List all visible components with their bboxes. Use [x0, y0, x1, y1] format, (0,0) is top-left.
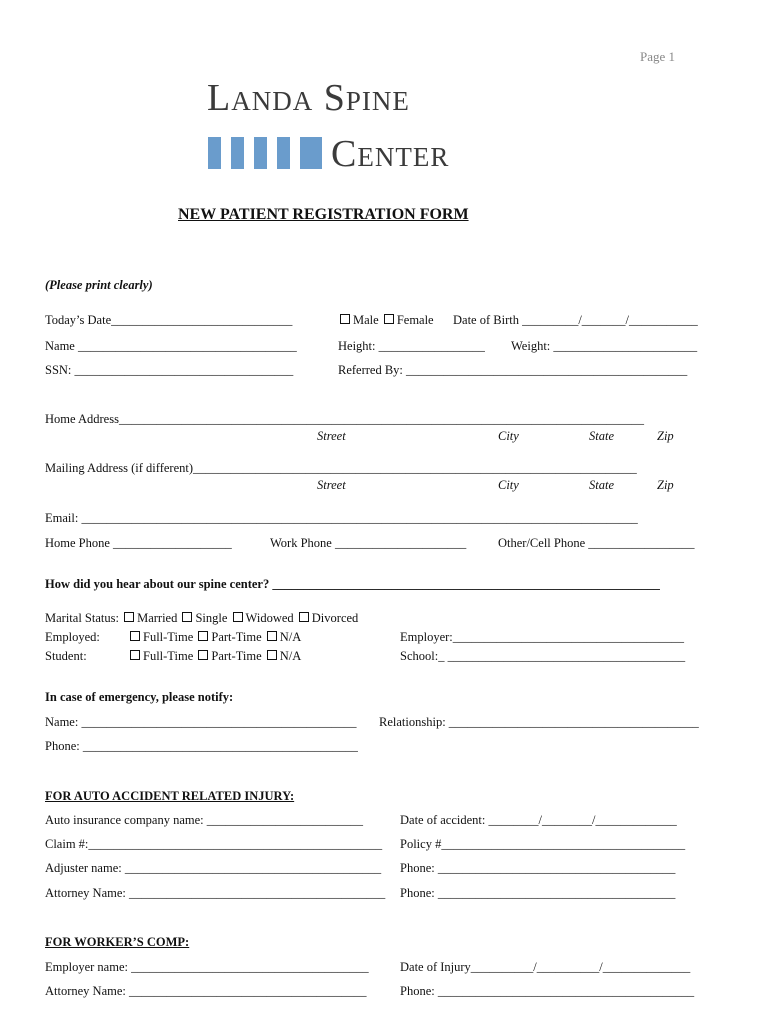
student-na-checkbox[interactable]: [267, 650, 277, 660]
female-label: Female: [396, 313, 434, 327]
employed-label: Employed:: [45, 630, 100, 644]
logo-text-line2: Center: [331, 133, 450, 175]
male-label: Male: [353, 313, 379, 327]
ssn-field[interactable]: SSN: ___________________________________: [45, 363, 294, 377]
widowed-checkbox[interactable]: [233, 612, 243, 622]
instruction: (Please print clearly): [45, 278, 153, 292]
student-options: [128, 649, 301, 664]
date-of-accident-field[interactable]: Date of accident: ________/________/_____________: [400, 813, 677, 827]
zip-label: Zip: [657, 429, 674, 443]
state-label: State: [589, 429, 614, 443]
fulltime-label: Full-Time: [143, 649, 194, 663]
workers-attorney-name-field[interactable]: Attorney Name: ______________________________________: [45, 984, 367, 998]
todays-date-field[interactable]: Today’s Date_____________________________: [45, 313, 293, 327]
emergency-name-field[interactable]: Name: ____________________________________________: [45, 715, 357, 729]
emergency-relationship-field[interactable]: Relationship: ________________________________________: [379, 715, 699, 729]
auto-attorney-name-field[interactable]: Attorney Name: _________________________________________: [45, 886, 386, 900]
dob-field[interactable]: Date of Birth _________/_______/___________: [453, 313, 698, 327]
single-checkbox[interactable]: [182, 612, 192, 622]
gender-group: [338, 313, 434, 328]
student-fulltime-checkbox[interactable]: [130, 650, 140, 660]
employed-na-checkbox[interactable]: [267, 631, 277, 641]
na-label: N/A: [279, 630, 302, 644]
emergency-heading: In case of emergency, please notify:: [45, 690, 234, 704]
mailing-address-field[interactable]: Mailing Address (if different)_______________________________________________________________________: [45, 461, 637, 475]
divorced-label: Divorced: [311, 611, 359, 625]
city-label: City: [498, 478, 519, 492]
height-field[interactable]: Height: _________________: [338, 339, 485, 353]
adjuster-name-field[interactable]: Adjuster name: _________________________________________: [45, 861, 382, 875]
employed-parttime-checkbox[interactable]: [198, 631, 208, 641]
workers-attorney-phone-field[interactable]: Phone: _________________________________________: [400, 984, 695, 998]
city-label: City: [498, 429, 519, 443]
married-checkbox[interactable]: [124, 612, 134, 622]
street-label: Street: [317, 478, 346, 492]
auto-attorney-phone-field[interactable]: Phone: ______________________________________: [400, 886, 676, 900]
school-field[interactable]: School:_ ______________________________________: [400, 649, 686, 663]
logo-bar: [231, 137, 244, 169]
auto-insurance-field[interactable]: Auto insurance company name: _________________________: [45, 813, 364, 827]
logo-bar: [277, 137, 290, 169]
home-address-field[interactable]: Home Address____________________________________________________________________________________: [45, 412, 644, 426]
married-label: Married: [137, 611, 178, 625]
auto-heading: FOR AUTO ACCIDENT RELATED INJURY:: [45, 789, 295, 803]
logo-text-line1: Landa Spine: [207, 77, 410, 119]
cell-phone-field[interactable]: Other/Cell Phone _________________: [498, 536, 695, 550]
name-field[interactable]: Name ___________________________________: [45, 339, 297, 353]
date-of-injury-field[interactable]: Date of Injury__________/__________/______________: [400, 960, 691, 974]
street-label: Street: [317, 429, 346, 443]
employed-options: [128, 630, 301, 645]
student-label: Student:: [45, 649, 87, 663]
logo-bar: [208, 137, 221, 169]
male-checkbox[interactable]: [340, 314, 350, 324]
parttime-label: Part-Time: [211, 649, 262, 663]
zip-label: Zip: [657, 478, 674, 492]
employer-field[interactable]: Employer:_____________________________________: [400, 630, 685, 644]
marital-label: Marital Status:: [45, 611, 119, 625]
na-label: N/A: [279, 649, 302, 663]
work-phone-field[interactable]: Work Phone _____________________: [270, 536, 467, 550]
form-title: NEW PATIENT REGISTRATION FORM: [178, 206, 469, 223]
student-parttime-checkbox[interactable]: [198, 650, 208, 660]
single-label: Single: [195, 611, 228, 625]
emergency-phone-field[interactable]: Phone: ____________________________________________: [45, 739, 358, 753]
widowed-label: Widowed: [245, 611, 294, 625]
adjuster-phone-field[interactable]: Phone: ______________________________________: [400, 861, 676, 875]
female-checkbox[interactable]: [384, 314, 394, 324]
policy-number-field[interactable]: Policy #_______________________________________: [400, 837, 686, 851]
weight-field[interactable]: Weight: _______________________: [511, 339, 698, 353]
divorced-checkbox[interactable]: [299, 612, 309, 622]
home-phone-field[interactable]: Home Phone ___________________: [45, 536, 232, 550]
workers-comp-heading: FOR WORKER’S COMP:: [45, 935, 190, 949]
marital-status-row: [45, 611, 358, 626]
fulltime-label: Full-Time: [143, 630, 194, 644]
logo-bar: [300, 137, 322, 169]
referred-by-field[interactable]: Referred By: _____________________________________________: [338, 363, 688, 377]
workers-employer-field[interactable]: Employer name: ______________________________________: [45, 960, 369, 974]
email-field[interactable]: Email: _________________________________________________________________________________________: [45, 511, 638, 525]
hear-about-field[interactable]: How did you hear about our spine center? ______________________________________________________________: [45, 577, 660, 591]
employed-fulltime-checkbox[interactable]: [130, 631, 140, 641]
logo-bar: [254, 137, 267, 169]
parttime-label: Part-Time: [211, 630, 262, 644]
page-number: Page 1: [640, 49, 676, 64]
state-label: State: [589, 478, 614, 492]
claim-number-field[interactable]: Claim #:_______________________________________________: [45, 837, 383, 851]
